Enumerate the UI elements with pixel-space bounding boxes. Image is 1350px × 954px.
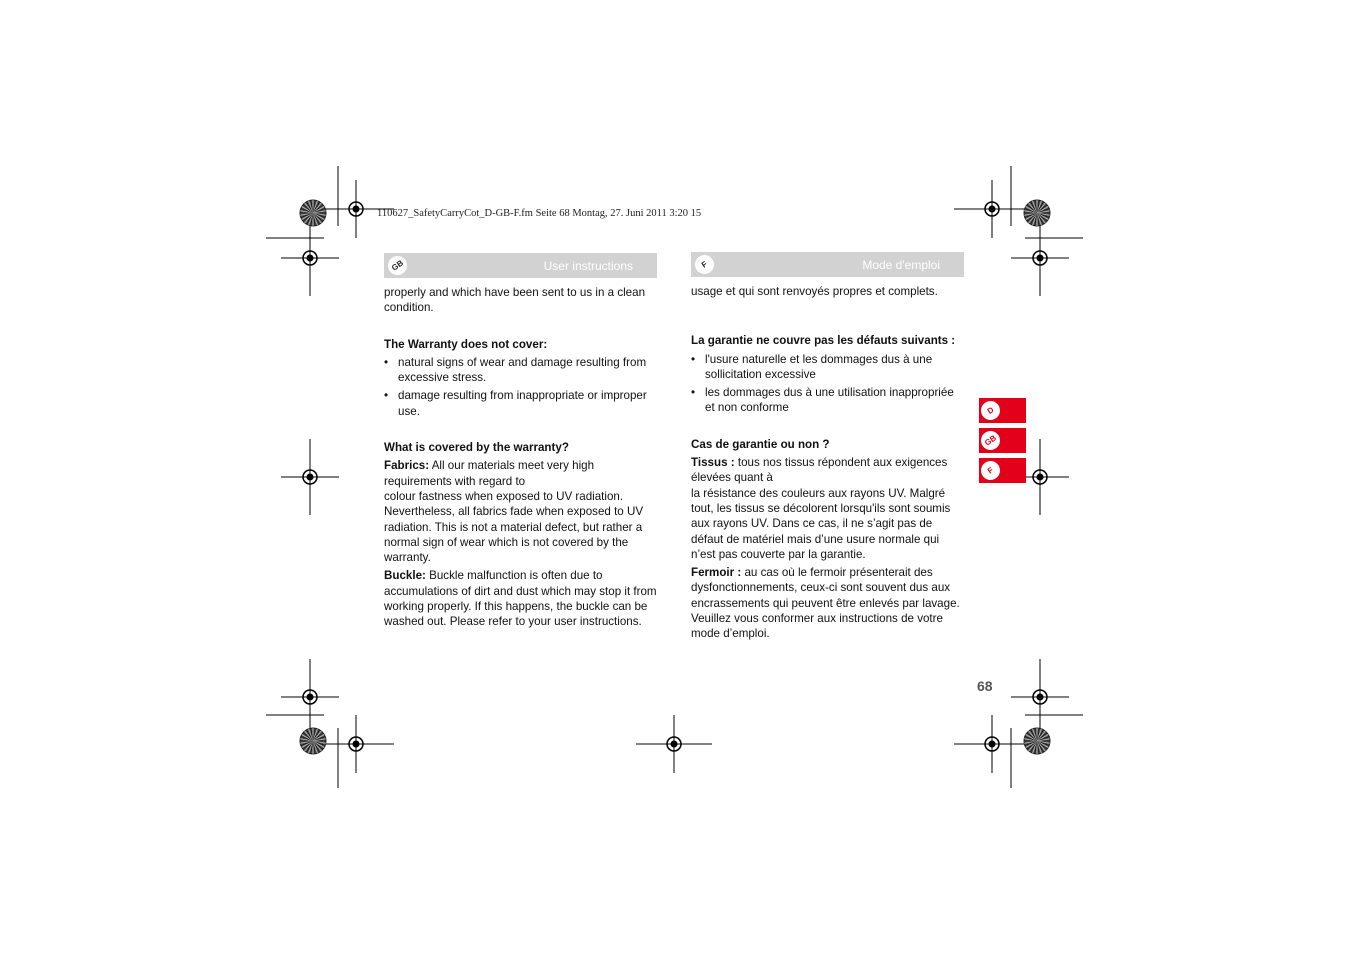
heading-not-cover: The Warranty does not cover: <box>384 337 548 351</box>
registration-mark <box>318 715 394 773</box>
registration-mark <box>281 220 339 296</box>
header-bar-f <box>691 252 964 277</box>
column-gb <box>384 285 659 630</box>
side-tab-gb <box>979 428 1026 453</box>
star-target-mark <box>300 200 326 226</box>
header-title: Mode d'emploi <box>862 258 940 272</box>
header-title: User instructions <box>543 259 633 273</box>
page-number: 68 <box>977 678 993 694</box>
buckle-label: Fermoir : <box>691 566 742 580</box>
buckle-paragraph <box>384 568 659 629</box>
header-bar-gb <box>384 253 657 278</box>
fabrics-text-2: colour fastness when exposed to UV radiation. Nevertheless, all fabrics fade when exposed to UV radiation. This is not a material defect, but rather a normal sign of wear which is not covered by the warranty. <box>384 489 644 565</box>
heading-covered: What is covered by the warranty? <box>384 441 569 455</box>
fabrics-paragraph <box>384 458 659 489</box>
buckle-text: Buckle malfunction is often due to accumulations of dirt and dust which may stop it from working properly. If this happens, the buckle can be washed out. Please refer to your user instructions. <box>384 569 657 629</box>
fabrics-label: Fabrics: <box>384 459 430 473</box>
tab-badge: GB <box>977 427 1003 453</box>
fabrics-paragraph <box>691 455 966 486</box>
language-badge-gb: GB <box>384 252 410 278</box>
list-item: • damage resulting from inappropriate or improper use. <box>384 388 659 419</box>
fabrics-text-1: tous nos tissus répondent aux exigences élevées quant à <box>691 456 948 485</box>
buckle-text: au cas où le fermoir présenterait des dysfonctionnements, ceux-ci sont souvent dus aux encrassements qui peuvent être enlevés par lavage. Veuillez vous conformer aux instructions de votre mode d’emploi. <box>691 566 960 641</box>
language-badge-f: F <box>691 251 717 277</box>
registration-mark <box>1011 659 1069 735</box>
heading-not-cover: La garantie ne couvre pas les défauts suivants : <box>691 334 956 348</box>
side-tab-f <box>979 458 1026 483</box>
list-item: • natural signs of wear and damage resulting from excessive stress. <box>384 355 659 386</box>
registration-mark <box>636 715 712 773</box>
column-f <box>691 284 966 642</box>
star-target-mark <box>1024 200 1050 226</box>
list-item: • l'usure naturelle et les dommages dus à une sollicitation excessive <box>691 352 966 383</box>
file-slug: 110627_SafetyCarryCot_D-GB-F.fm Seite 68 Montag, 27. Juni 2011 3:20 15 <box>377 208 702 219</box>
tab-badge: D <box>977 397 1003 423</box>
registration-mark <box>1011 220 1069 296</box>
bullet-list <box>691 352 966 416</box>
intro-text: properly and which have been sent to us in a clean condition. <box>384 286 646 315</box>
registration-mark <box>281 659 339 735</box>
registration-mark <box>954 180 1030 238</box>
fabrics-text-2: la résistance des couleurs aux rayons UV. Malgré tout, les tissus se décolorent lorsqu'ils sont soumis aux rayons UV. Dans ce cas, il ne s’agit pas de défaut de matériel mais d’une usure normale qui n’est pas couverte par la garantie. <box>691 486 951 561</box>
fabrics-text-1: All our materials meet very high requirements with regard to <box>384 459 595 488</box>
buckle-paragraph <box>691 565 966 641</box>
star-target-mark <box>300 728 326 754</box>
buckle-label: Buckle: <box>384 569 426 583</box>
registration-mark <box>281 439 339 515</box>
tab-badge: F <box>977 457 1003 483</box>
fabrics-label: Tissus : <box>691 456 735 470</box>
heading-covered: Cas de garantie ou non ? <box>691 437 830 451</box>
intro-text: usage et qui sont renvoyés propres et complets. <box>691 285 938 298</box>
registration-mark <box>954 715 1030 773</box>
bullet-list <box>384 355 659 419</box>
side-tab-d <box>979 398 1026 423</box>
list-item: • les dommages dus à une utilisation inappropriée et non conforme <box>691 385 966 416</box>
star-target-mark <box>1024 728 1050 754</box>
